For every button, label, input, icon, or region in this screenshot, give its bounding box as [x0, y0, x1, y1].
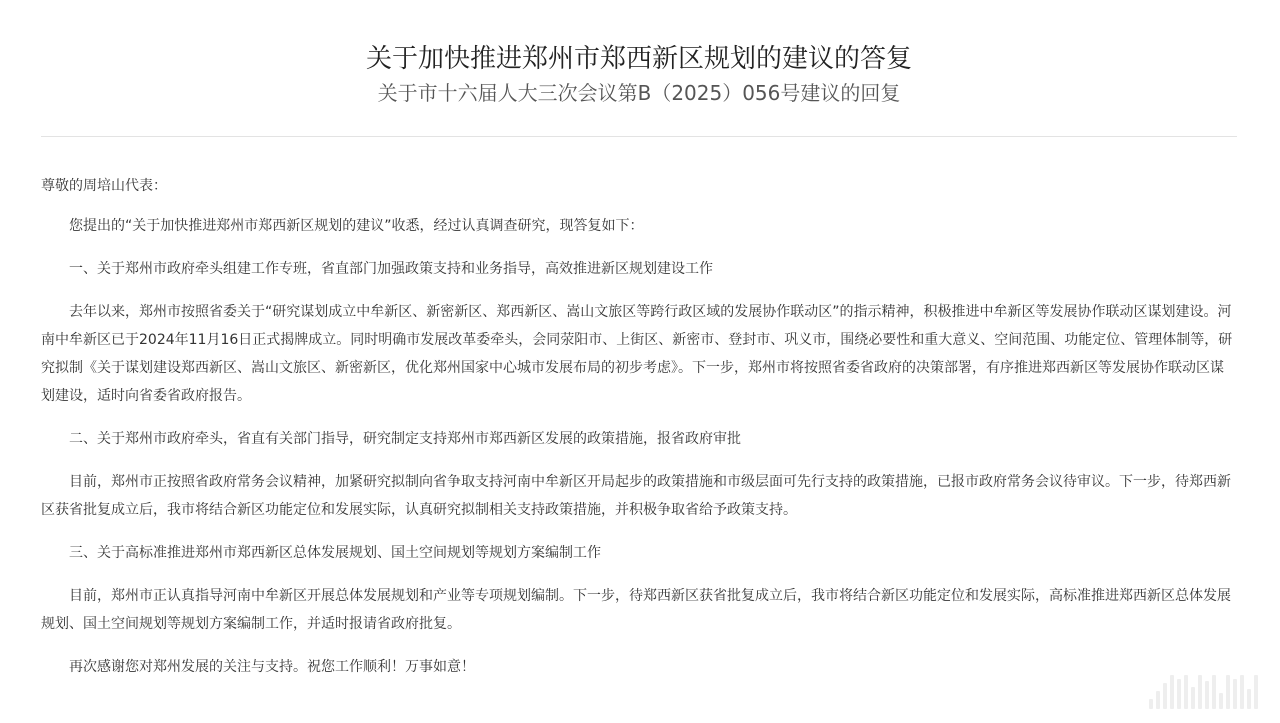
section-heading-3: 三、关于高标准推进郑州市郑西新区总体发展规划、国土空间规划等规划方案编制工作 [69, 545, 601, 561]
closing: 再次感谢您对郑州发展的关注与支持。祝您工作顺利！万事如意！ [69, 659, 475, 675]
section-body-3: 目前，郑州市正认真指导河南中牟新区开展总体发展规划和产业等专项规划编制。下一步，待郑西新区获省批复成立后，我市将结合新区功能定位和发展实际，高标准推进郑西新区总体发展规划、国土空间规划等规划方案编制工作，并适时报请省政府批复。 [41, 588, 1231, 632]
document-subtitle: 关于市十六届人大三次会议第B（2025）056号建议的回复 [377, 81, 901, 105]
header-divider [41, 136, 1237, 137]
section-heading-1: 一、关于郑州市政府牵头组建工作专班，省直部门加强政策支持和业务指导，高效推进新区规划建设工作 [69, 261, 713, 277]
document-body [41, 172, 1237, 681]
section-body-1: 去年以来，郑州市按照省委关于“研究谋划成立中牟新区、新密新区、郑西新区、嵩山文旅区等跨行政区域的发展协作联动区”的指示精神，积极推进中牟新区等发展协作联动区谋划建设。河南中牟新区已于2024年11月16日正式揭牌成立。同时明确市发展改革委牵头，会同荥阳市、上街区、新密市、登封市、巩义市，围绕必要性和重大意义、空间范围、功能定位、管理体制等，研究拟制《关于谋划建设郑西新区、嵩山文旅区、新密新区，优化郑州国家中心城市发展布局的初步考虑》。下一步，郑州市将按照省委省政府的决策部署，有序推进郑西新区等发展协作联动区谋划建设，适时向省委省政府报告。 [41, 304, 1233, 404]
paragraph-intro: 您提出的“关于加快推进郑州市郑西新区规划的建议”收悉，经过认真调查研究，现答复如下： [69, 218, 644, 234]
greeting: 尊敬的周培山代表： [41, 178, 167, 194]
document [41, 0, 1237, 696]
watermark-bars [1149, 675, 1258, 709]
section-heading-2: 二、关于郑州市政府牵头，省直有关部门指导，研究制定支持郑州市郑西新区发展的政策措施，报省政府审批 [69, 431, 741, 447]
document-title: 关于加快推进郑州市郑西新区规划的建议的答复 [365, 44, 912, 74]
section-body-2: 目前，郑州市正按照省政府常务会议精神，加紧研究拟制向省争取支持河南中牟新区开局起步的政策措施和市级层面可先行支持的政策措施，已报市政府常务会议待审议。下一步，待郑西新区获省批复成立后，我市将结合新区功能定位和发展实际，认真研究拟制相关支持政策措施，并积极争取省给予政策支持。 [41, 474, 1231, 518]
